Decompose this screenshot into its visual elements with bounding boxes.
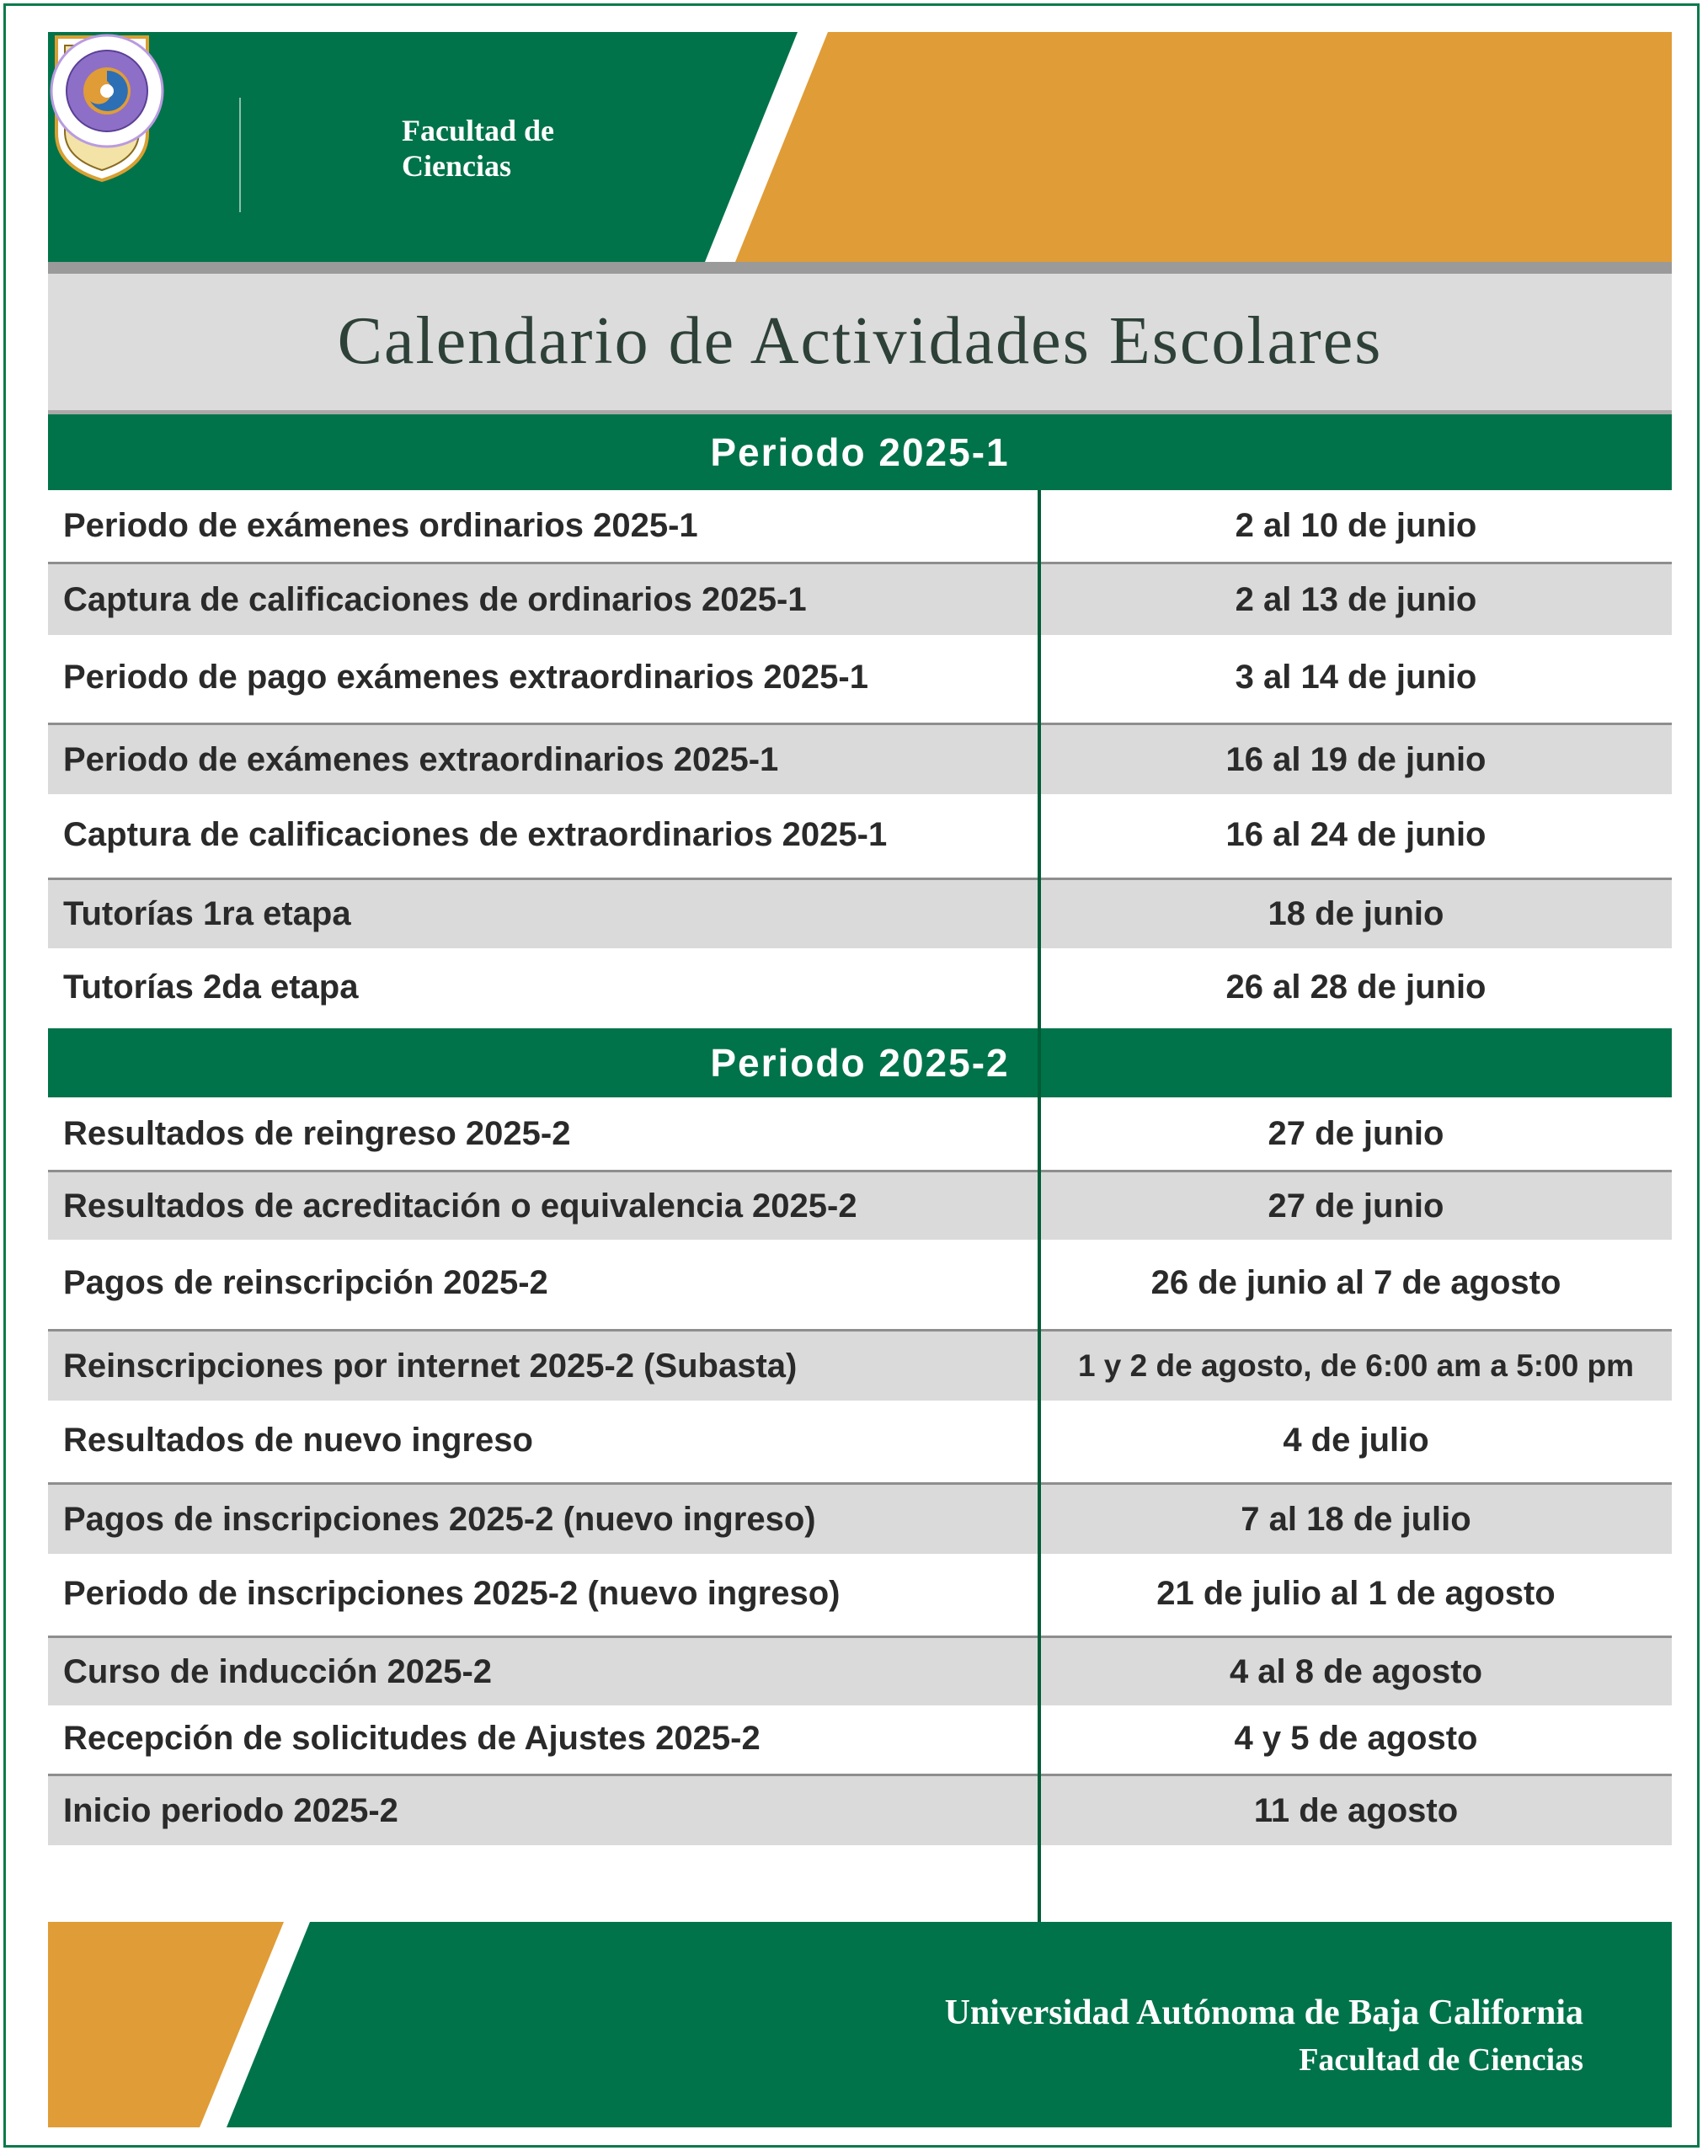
table-row: [48, 878, 1672, 948]
row-activity: Periodo de inscripciones 2025-2 (nuevo ingreso): [63, 1574, 841, 1612]
table-row: [48, 562, 1672, 635]
header-gray-rule: [48, 262, 1672, 274]
faculty-name-line-1: Facultad de: [402, 114, 555, 147]
row-date: 26 de junio al 7 de agosto: [1150, 1264, 1561, 1301]
row-date: 3 al 14 de junio: [1235, 659, 1477, 696]
footer-university: Universidad Autónoma de Baja California: [944, 1993, 1583, 2032]
row-date: 26 al 28 de junio: [1225, 968, 1486, 1006]
row-activity: Pagos de reinscripción 2025-2: [63, 1264, 548, 1301]
row-activity: Pagos de inscripciones 2025-2 (nuevo ingreso): [63, 1500, 816, 1538]
table-row: [48, 946, 1672, 1028]
row-date: 7 al 18 de julio: [1241, 1500, 1471, 1538]
table-row: [48, 1170, 1672, 1240]
table-row: [48, 1237, 1672, 1329]
row-activity: Reinscripciones por internet 2025-2 (Subasta): [63, 1347, 798, 1385]
row-activity: Curso de inducción 2025-2: [63, 1652, 493, 1690]
header-background: [48, 32, 1672, 262]
row-activity: Periodo de exámenes extraordinarios 2025-1: [63, 740, 779, 778]
table-row: [48, 1097, 1672, 1170]
table-row: [48, 1551, 1672, 1636]
logo-divider: [239, 98, 241, 212]
row-activity: Recepción de solicitudes de Ajustes 2025-2: [63, 1719, 761, 1757]
period-header-2025-2: Periodo 2025-2: [48, 1028, 1672, 1097]
table-row: [48, 632, 1672, 723]
row-activity: Resultados de nuevo ingreso: [63, 1421, 533, 1459]
row-date: 21 de julio al 1 de agosto: [1156, 1574, 1556, 1612]
row-date: 4 de julio: [1283, 1421, 1429, 1459]
row-date: 27 de junio: [1268, 1187, 1444, 1225]
page-title: Calendario de Actividades Escolares: [337, 304, 1383, 378]
row-activity: Captura de calificaciones de ordinarios 2025-1: [63, 580, 807, 618]
row-activity: Periodo de exámenes ordinarios 2025-1: [63, 507, 698, 544]
table-row: [48, 1703, 1672, 1774]
table-row: [48, 1636, 1672, 1705]
row-date: 11 de agosto: [1253, 1791, 1459, 1829]
row-activity: Resultados de acreditación o equivalencia 2025-2: [63, 1187, 857, 1225]
row-activity: Tutorías 1ra etapa: [63, 895, 351, 932]
table-row: [48, 1329, 1672, 1401]
table-row: [48, 1774, 1672, 1845]
row-date: 27 de junio: [1268, 1114, 1444, 1152]
table-row: [48, 723, 1672, 794]
table-row: [48, 1398, 1672, 1482]
faculty-name-line-2: Ciencias: [402, 149, 511, 183]
row-date: 2 al 13 de junio: [1235, 580, 1477, 618]
facultad-ciencias-seal-icon: [48, 32, 166, 150]
row-date: 2 al 10 de junio: [1235, 507, 1477, 544]
row-activity: Periodo de pago exámenes extraordinarios 2025-1: [63, 659, 868, 696]
row-date: 4 y 5 de agosto: [1234, 1719, 1478, 1757]
row-activity: Captura de calificaciones de extraordinarios 2025-1: [63, 815, 888, 853]
table-row: [48, 1482, 1672, 1554]
faculty-name: [402, 113, 621, 184]
row-date: 18 de junio: [1268, 895, 1444, 932]
period-header-2025-1: Periodo 2025-1: [48, 414, 1672, 490]
row-date: 1 y 2 de agosto, de 6:00 am a 5:00 pm: [1077, 1348, 1635, 1383]
row-date: 4 al 8 de agosto: [1229, 1652, 1483, 1690]
footer-banner: [48, 1922, 1672, 2127]
row-activity: Inicio periodo 2025-2: [63, 1791, 398, 1829]
row-date: 16 al 24 de junio: [1225, 815, 1486, 853]
footer-faculty: Facultad de Ciencias: [1299, 2042, 1583, 2078]
row-activity: Tutorías 2da etapa: [63, 968, 359, 1006]
table-row: [48, 792, 1672, 878]
table-row: [48, 490, 1672, 562]
column-divider: [1038, 490, 1041, 1922]
header-banner: [48, 32, 1672, 262]
row-date: 16 al 19 de junio: [1225, 740, 1486, 778]
row-activity: Resultados de reingreso 2025-2: [63, 1114, 571, 1152]
